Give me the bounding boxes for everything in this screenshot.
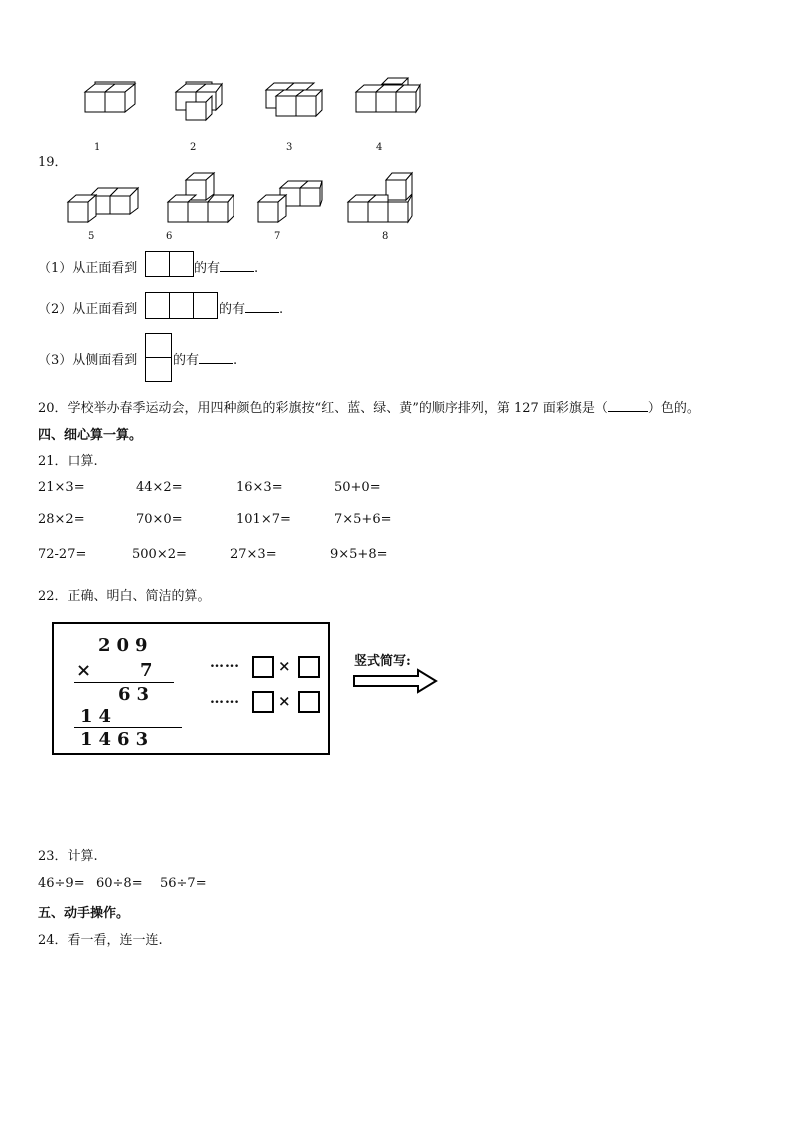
figure-label-2: 2 bbox=[190, 142, 197, 153]
figure-label-4: 4 bbox=[376, 142, 383, 153]
q21-item: 101×7= bbox=[236, 512, 291, 527]
figure-label-7: 7 bbox=[274, 231, 281, 242]
question-number-19: 19． bbox=[38, 155, 68, 170]
multiplier: 7 bbox=[140, 660, 159, 681]
q19-sub2-prefix: （2）从正面看到 bbox=[38, 302, 138, 317]
cube-figure-4 bbox=[352, 76, 422, 116]
dots-1: …… bbox=[210, 655, 240, 671]
q21-title: 21．口算. bbox=[38, 454, 98, 469]
q23-item: 46÷9= bbox=[38, 876, 85, 891]
q20-text-after: ）色的。 bbox=[647, 401, 700, 416]
section-5-title: 五、动手操作。 bbox=[38, 906, 130, 921]
arrow-label: 竖式简写: bbox=[354, 654, 411, 669]
q21-item: 9×5+8= bbox=[330, 547, 388, 562]
final-product: 1463 bbox=[80, 729, 155, 750]
q21-item: 500×2= bbox=[132, 547, 187, 562]
figure-label-6: 6 bbox=[166, 231, 173, 242]
answer-square[interactable] bbox=[298, 656, 320, 678]
q23-title: 23．计算. bbox=[38, 849, 98, 864]
q21-item: 72-27= bbox=[38, 547, 87, 562]
figure-label-1: 1 bbox=[94, 142, 101, 153]
view-shape-square bbox=[169, 292, 194, 319]
q21-item: 7×5+6= bbox=[334, 512, 392, 527]
q19-sub1-end: . bbox=[254, 261, 259, 276]
cube-figure-6 bbox=[164, 170, 234, 226]
answer-square[interactable] bbox=[298, 691, 320, 713]
q20-text-before: 20．学校举办春季运动会，用四种颜色的彩旗按“红、蓝、绿、黄”的顺序排列，第 127 面彩旗是（ bbox=[38, 401, 608, 416]
cube-figure-2 bbox=[172, 80, 228, 124]
q19-sub1-suffix: 的有 bbox=[194, 261, 221, 276]
q19-sub1-prefix: （1）从正面看到 bbox=[38, 261, 138, 276]
question-20 bbox=[38, 397, 700, 416]
partial-product-2: 14 bbox=[80, 706, 118, 727]
multiplicand: 209 bbox=[98, 635, 154, 656]
q21-item: 44×2= bbox=[136, 480, 183, 495]
q19-sub2-suffix: 的有 bbox=[219, 302, 246, 317]
dots-2: …… bbox=[210, 691, 240, 707]
q19-sub3-suffix: 的有 bbox=[173, 353, 200, 368]
multiply-sign: × bbox=[76, 660, 98, 681]
times-sign-1: × bbox=[278, 657, 291, 675]
view-shape-square bbox=[193, 292, 218, 319]
q19-sub3-prefix: （3）从侧面看到 bbox=[38, 353, 138, 368]
q24-title: 24．看一看，连一连. bbox=[38, 933, 163, 948]
q23-item: 56÷7= bbox=[160, 876, 207, 891]
line-1 bbox=[74, 682, 174, 683]
section-4-title: 四、细心算一算。 bbox=[38, 428, 143, 443]
q21-item: 16×3= bbox=[236, 480, 283, 495]
view-shape-square bbox=[145, 357, 172, 382]
q19-sub3-end: . bbox=[233, 353, 238, 368]
answer-square[interactable] bbox=[252, 691, 274, 713]
answer-square[interactable] bbox=[252, 656, 274, 678]
q21-item: 70×0= bbox=[136, 512, 183, 527]
partial-product-1: 63 bbox=[118, 684, 156, 705]
figure-label-5: 5 bbox=[88, 231, 95, 242]
q21-item: 28×2= bbox=[38, 512, 85, 527]
q20-answer-blank[interactable] bbox=[608, 411, 648, 412]
view-shape-square bbox=[145, 292, 170, 319]
q19-sub2-end: . bbox=[279, 302, 284, 317]
view-shape-square bbox=[145, 251, 170, 277]
cube-figure-8 bbox=[344, 170, 414, 226]
figure-label-3: 3 bbox=[286, 142, 293, 153]
figure-label-8: 8 bbox=[382, 231, 389, 242]
q23-item: 60÷8= bbox=[96, 876, 143, 891]
cube-figure-7 bbox=[254, 178, 326, 226]
vertical-calculation-box bbox=[52, 622, 330, 755]
q21-item: 50+0= bbox=[334, 480, 381, 495]
q22-title: 22．正确、明白、简洁的算。 bbox=[38, 589, 211, 604]
view-shape-square bbox=[145, 333, 172, 358]
q19-sub1-answer-line[interactable] bbox=[194, 257, 258, 276]
q19-sub2-answer-line[interactable] bbox=[219, 298, 283, 317]
cube-figure-1 bbox=[80, 80, 146, 122]
times-sign-2: × bbox=[278, 692, 291, 710]
line-2 bbox=[74, 727, 182, 728]
q21-item: 27×3= bbox=[230, 547, 277, 562]
q21-item: 21×3= bbox=[38, 480, 85, 495]
cube-figure-5 bbox=[64, 184, 144, 226]
cube-figure-3 bbox=[262, 80, 324, 122]
arrow-right-icon bbox=[352, 668, 440, 694]
view-shape-square bbox=[169, 251, 194, 277]
q19-sub3-answer-line[interactable] bbox=[173, 349, 237, 368]
